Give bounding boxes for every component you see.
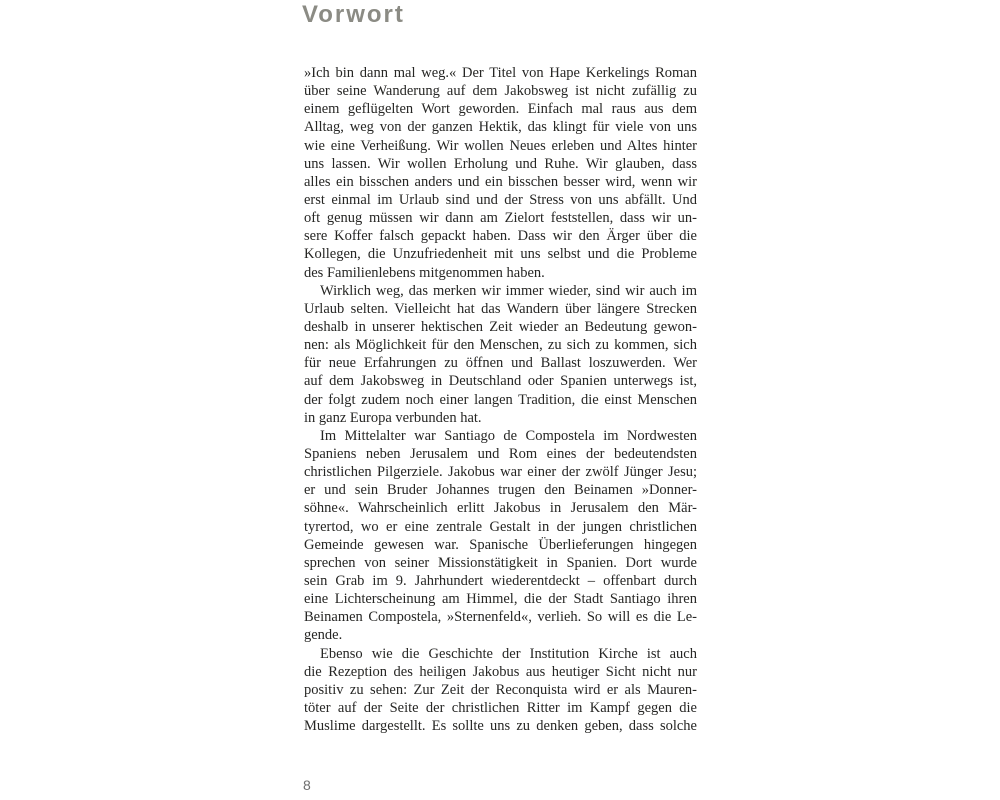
- body-text: [304, 64, 697, 735]
- text-line: alles ein bisschen anders und ein bisschen besser wird, wenn wir: [304, 173, 697, 190]
- paragraph: [304, 645, 697, 736]
- text-line: töter auf der Seite der christlichen Ritter im Kampf gegen die: [304, 699, 697, 716]
- text-line: christlichen Pilgerziele. Jakobus war einer der zwölf Jünger Jesu;: [304, 464, 697, 481]
- text-line: des Familienlebens mitgenommen haben.: [304, 264, 545, 281]
- text-line: tyrertod, wo er eine zentrale Gestalt in der jungen christlichen: [304, 518, 697, 535]
- text-line: der folgt zudem noch einer langen Tradition, die einst Menschen: [304, 391, 697, 408]
- text-line: sere Koffer falsch gepackt haben. Dass wir den Ärger über die: [304, 228, 697, 245]
- text-line: auf dem Jakobsweg in Deutschland oder Spanien unterwegs ist,: [304, 373, 697, 390]
- paragraph: [304, 282, 697, 427]
- text-line: »Ich bin dann mal weg.« Der Titel von Hape Kerkelings Roman: [304, 65, 697, 81]
- text-line: Alltag, weg von der ganzen Hektik, das klingt für viele von uns: [304, 119, 697, 136]
- text-line: die Rezeption des heiligen Jakobus aus heutiger Sicht nicht nur: [304, 663, 697, 680]
- text-line: Spaniens neben Jerusalem und Rom eines der bedeutendsten: [304, 445, 697, 462]
- text-line: gende.: [304, 627, 343, 644]
- text-line: deshalb in unserer hektischen Zeit wieder an Bedeutung gewon-: [304, 318, 697, 335]
- text-line: erst einmal im Urlaub sind und der Stress von uns abfällt. Und: [304, 191, 697, 208]
- text-line: nen: als Möglichkeit für den Menschen, zu sich zu kommen, sich: [304, 337, 697, 354]
- text-line: einem geflügelten Wort geworden. Einfach mal raus aus dem: [304, 101, 697, 118]
- text-line: Urlaub selten. Vielleicht hat das Wandern über längere Strecken: [304, 300, 697, 317]
- text-line: Muslime dargestellt. Es sollte uns zu denken geben, dass solche: [304, 718, 697, 735]
- paragraph: [304, 64, 697, 282]
- text-line: Wirklich weg, das merken wir immer wieder, sind wir auch im: [320, 282, 697, 299]
- text-line: für neue Erfahrungen zu öffnen und Ballast loszuwerden. Wer: [304, 355, 697, 372]
- text-line: er und sein Bruder Johannes trugen den Beinamen »Donner-: [304, 482, 697, 499]
- text-line: wie eine Verheißung. Wir wollen Neues erleben und Altes hinter: [304, 137, 697, 154]
- page-title: Vorwort: [302, 1, 405, 28]
- text-line: uns lassen. Wir wollen Erholung und Ruhe. Wir glauben, dass: [304, 155, 697, 172]
- text-line: sein Grab im 9. Jahrhundert wiederentdeckt – offenbart durch: [304, 572, 697, 589]
- text-line: Kollegen, die Unzufriedenheit mit uns selbst und die Probleme: [304, 246, 697, 263]
- text-line: eine Lichterscheinung am Himmel, die der Stadt Santiago ihren: [304, 591, 697, 608]
- text-line: Ebenso wie die Geschichte der Institution Kirche ist auch: [320, 645, 697, 662]
- text-line: oft genug müssen wir dann am Zielort feststellen, dass wir un-: [304, 210, 697, 227]
- text-line: söhne«. Wahrscheinlich erlitt Jakobus in Jerusalem den Mär-: [304, 500, 697, 517]
- text-line: positiv zu sehen: Zur Zeit der Reconquista wird er als Mauren-: [304, 681, 697, 698]
- text-line: sprechen von seiner Missionstätigkeit in Spanien. Dort wurde: [304, 554, 697, 571]
- text-line: Beinamen Compostela, »Sternenfeld«, verlieh. So will es die Le-: [304, 609, 697, 626]
- paragraph: [304, 427, 697, 645]
- text-line: in ganz Europa verbunden hat.: [304, 409, 482, 426]
- text-line: Im Mittelalter war Santiago de Compostela im Nordwesten: [320, 427, 697, 444]
- text-line: Gemeinde gewesen war. Spanische Überlieferungen hingegen: [304, 536, 697, 553]
- text-line: über seine Wanderung auf dem Jakobsweg ist nicht zufällig zu: [304, 83, 697, 100]
- page-number: 8: [303, 777, 311, 793]
